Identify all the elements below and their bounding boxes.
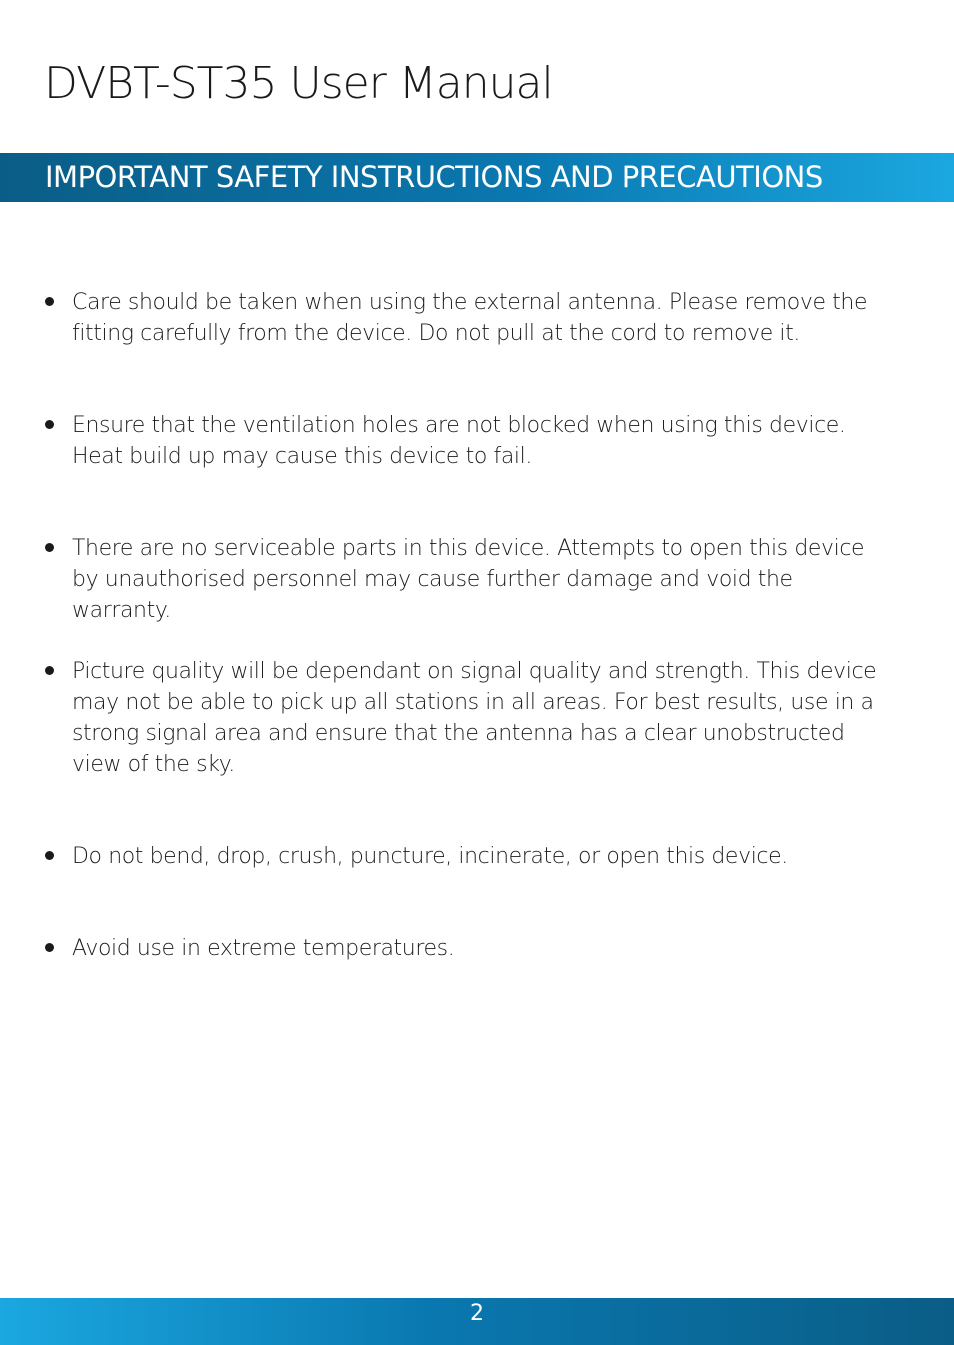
section-heading: IMPORTANT SAFETY INSTRUCTIONS AND PRECAUTIONS — [45, 160, 823, 194]
instruction-text: Care should be taken when using the external antenna. Please remove the fitting carefully from the device. Do not pull at the cord to remove it. — [72, 290, 868, 346]
instruction-text: Picture quality will be dependant on signal quality and strength. This device may not be able to pick up all stations in all areas. For best results, use in a strong signal area and ensure that the antenna has a clear unobstructed view of the sky. — [72, 659, 877, 777]
bullet-icon — [45, 420, 54, 429]
instruction-text: Do not bend, drop, crush, puncture, incinerate, or open this device. — [72, 844, 788, 869]
bullet-icon — [45, 943, 54, 952]
page-title: DVBT-ST35 User Manual — [44, 58, 553, 109]
bullet-icon — [45, 851, 54, 860]
instruction-text: Avoid use in extreme temperatures. — [72, 936, 455, 961]
instruction-text: Ensure that the ventilation holes are not blocked when using this device. Heat build up may cause this device to fail. — [72, 413, 846, 469]
bullet-icon — [45, 543, 54, 552]
footer-band — [0, 1298, 954, 1345]
instruction-text: There are no serviceable parts in this device. Attempts to open this device by unauthorised personnel may cause further damage and void the warranty. — [72, 536, 865, 623]
bullet-icon — [45, 666, 54, 675]
bullet-icon — [45, 297, 54, 306]
page-number: 2 — [470, 1301, 484, 1326]
section-banner — [0, 153, 954, 202]
